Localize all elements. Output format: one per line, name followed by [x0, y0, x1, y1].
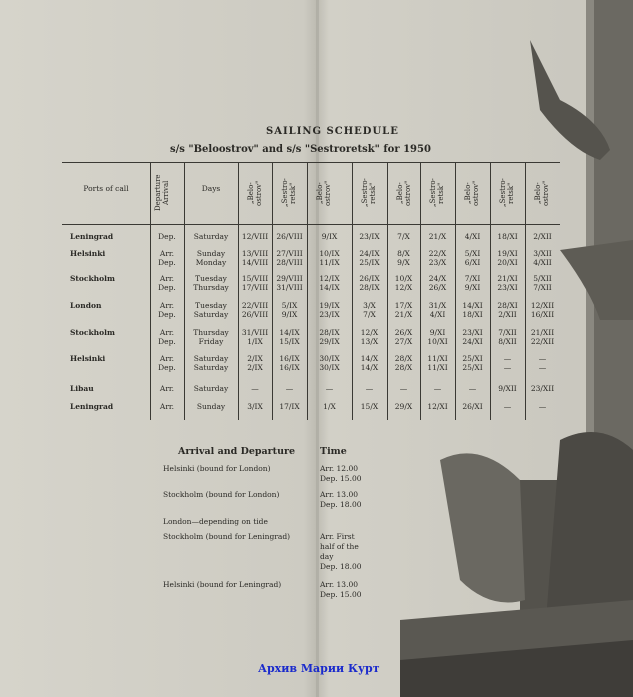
row-date: 28/X 28/X	[394, 354, 413, 372]
row-date: 19/IX 23/IX	[319, 301, 340, 319]
row-date: 26/XI	[462, 402, 483, 411]
row-date: 29/VIII 31/VIII	[276, 274, 303, 292]
row-dep-arr: Arr. Dep.	[158, 328, 176, 346]
row-date: 12/IX 14/IX	[319, 274, 340, 292]
header-ports: Ports of call	[83, 184, 129, 193]
header-ship: „Belo- ostrov"	[247, 180, 263, 206]
row-days: Thursday Friday	[193, 328, 229, 346]
row-date: —	[285, 384, 294, 393]
row-date: 26/IX 28/IX	[359, 274, 380, 292]
row-date: 21/XII 22/XII	[530, 328, 555, 346]
row-date: 27/VIII 28/VIII	[276, 249, 303, 267]
header-ship: „Belo- ostrov"	[464, 180, 480, 206]
row-date: — —	[503, 354, 512, 372]
row-date: 12/X 13/X	[360, 328, 379, 346]
row-date: 7/XI 9/XI	[464, 274, 481, 292]
row-dep-arr: Arr.	[159, 402, 175, 411]
row-days: Tuesday Saturday	[193, 301, 229, 319]
header-ship: „Belo- ostrov"	[316, 180, 332, 206]
row-date: 24/IX 25/IX	[359, 249, 380, 267]
row-date: — —	[538, 354, 547, 372]
arrdep-times: Arr. 12.00 Dep. 15.00	[320, 464, 362, 483]
row-date: —	[503, 402, 512, 411]
row-port: Stockholm	[70, 274, 115, 283]
arrdep-time-label: Time	[320, 446, 347, 457]
row-port: Stockholm	[70, 328, 115, 337]
row-days: Saturday Saturday	[193, 354, 229, 372]
row-dep-arr: Arr. Dep.	[158, 249, 176, 267]
row-port: Leningrad	[70, 402, 114, 411]
arrdep-title: Arrival and Departure	[178, 446, 296, 457]
row-date: —	[365, 384, 374, 393]
row-date: —	[433, 384, 442, 393]
row-dep-arr: Arr. Dep.	[158, 354, 176, 372]
row-date: —	[538, 402, 547, 411]
row-date: 15/X	[360, 402, 379, 411]
row-date: 29/X	[394, 402, 413, 411]
row-date: 3/IX	[247, 402, 263, 411]
header-ship: „Sestro- retsk"	[361, 178, 377, 208]
header-dep-arr: Departure Arrival	[154, 174, 170, 212]
row-date: —	[251, 384, 259, 393]
row-date: 14/IX 15/IX	[279, 328, 300, 346]
row-date: 5/XII 7/XII	[533, 274, 552, 292]
row-port: London	[70, 301, 102, 310]
row-dep-arr: Arr.	[159, 384, 175, 393]
row-date: 12/XI	[427, 402, 448, 411]
row-date: 9/XI 10/XI	[427, 328, 448, 346]
header-ship: „Sestro- retsk"	[499, 178, 515, 208]
row-date: 7/XII 8/XII	[498, 328, 517, 346]
row-date: 28/XI 2/XII	[497, 301, 518, 319]
row-date: 3/X 7/X	[363, 301, 376, 319]
arrdep-times: Arr. 13.00 Dep. 15.00	[320, 580, 362, 599]
archive-watermark: Архив Марии Курт	[258, 662, 380, 675]
arrdep-label: Helsinki (bound for London)	[163, 464, 271, 473]
row-date: 2/IX 2/IX	[247, 354, 263, 372]
header-ship: „Belo- ostrov"	[534, 180, 550, 206]
arrdep-times: Arr. 13.00 Dep. 18.00	[320, 490, 362, 509]
row-date: 3/XII 4/XII	[533, 249, 552, 267]
row-date: 7/X	[397, 232, 410, 241]
row-date: 26/X 27/X	[394, 328, 413, 346]
row-dep-arr: Dep.	[158, 232, 176, 241]
row-date: 21/XI 23/XI	[497, 274, 518, 292]
row-date: 23/XII	[530, 384, 555, 393]
row-date: —	[399, 384, 408, 393]
arrdep-label: London—depending on tide	[163, 517, 268, 526]
row-date: 4/XI	[464, 232, 481, 241]
row-date: 16/IX 16/IX	[279, 354, 300, 372]
row-date: 26/VIII	[276, 232, 303, 241]
row-date: 19/XI 20/XI	[497, 249, 518, 267]
row-port: Helsinki	[70, 354, 106, 363]
row-port: Helsinki	[70, 249, 106, 258]
row-port: Leningrad	[70, 232, 114, 241]
row-date: 14/XI 18/XI	[462, 301, 483, 319]
row-days: Saturday	[193, 384, 229, 393]
row-date: 31/X 4/XI	[428, 301, 447, 319]
row-date: 24/X 26/X	[428, 274, 447, 292]
row-days: Sunday	[196, 402, 226, 411]
row-date: 5/XI 6/XI	[464, 249, 481, 267]
schedule-subtitle: s/s "Beloostrov" and s/s "Sestroretsk" for 1950	[170, 144, 431, 155]
row-date: 9/IX	[321, 232, 338, 241]
table-header-border	[62, 224, 560, 225]
row-date: 17/X 21/X	[394, 301, 413, 319]
row-dep-arr: Arr. Dep.	[158, 301, 176, 319]
row-date: 23/IX	[359, 232, 380, 241]
row-days: Tuesday Thursday	[193, 274, 229, 292]
row-date: 10/IX 11/IX	[319, 249, 340, 267]
schedule-title: SAILING SCHEDULE	[266, 126, 399, 137]
row-date: 2/XII	[533, 232, 552, 241]
row-date: 14/X 14/X	[360, 354, 379, 372]
row-date: 31/VIII 1/IX	[241, 328, 269, 346]
row-date: 1/X	[323, 402, 336, 411]
row-dep-arr: Arr. Dep.	[158, 274, 176, 292]
row-date: 21/X	[428, 232, 447, 241]
row-date: 10/X 12/X	[394, 274, 413, 292]
row-date: 17/IX	[279, 402, 300, 411]
row-date: 25/XI 25/XI	[462, 354, 483, 372]
row-date: 11/XI 11/XI	[427, 354, 448, 372]
row-date: —	[325, 384, 334, 393]
row-date: 30/IX 30/IX	[319, 354, 340, 372]
header-ship: „Belo- ostrov"	[396, 180, 412, 206]
header-days: Days	[201, 184, 221, 193]
arrdep-label: Helsinki (bound for Leningrad)	[163, 580, 282, 589]
row-date: 12/VIII	[241, 232, 269, 241]
row-date: 18/XI	[497, 232, 518, 241]
row-date: 5/IX 9/IX	[281, 301, 298, 319]
row-days: Sunday Monday	[195, 249, 227, 267]
row-date: 8/X 9/X	[397, 249, 410, 267]
row-port: Libau	[70, 384, 94, 393]
row-date: 9/XII	[498, 384, 517, 393]
row-date: 28/IX 29/IX	[319, 328, 340, 346]
row-date: 13/VIII 14/VIII	[241, 249, 269, 267]
header-ship: „Sestro- retsk"	[429, 178, 445, 208]
arrdep-times: Arr. First half of the day Dep. 18.00	[320, 532, 362, 571]
row-date: 22/VIII 26/VIII	[241, 301, 269, 319]
row-days: Saturday	[193, 232, 229, 241]
table-top-border	[62, 162, 560, 163]
row-date: 15/VIII 17/VIII	[241, 274, 269, 292]
arrdep-label: Stockholm (bound for Leningrad)	[163, 532, 291, 541]
row-date: 22/X 23/X	[428, 249, 447, 267]
row-date: 12/XII 16/XII	[530, 301, 555, 319]
arrdep-label: Stockholm (bound for London)	[163, 490, 280, 499]
row-date: —	[468, 384, 477, 393]
schedule-table	[62, 162, 560, 420]
row-date: 23/XI 24/XI	[462, 328, 483, 346]
header-ship: „Sestro- retsk"	[281, 178, 297, 208]
